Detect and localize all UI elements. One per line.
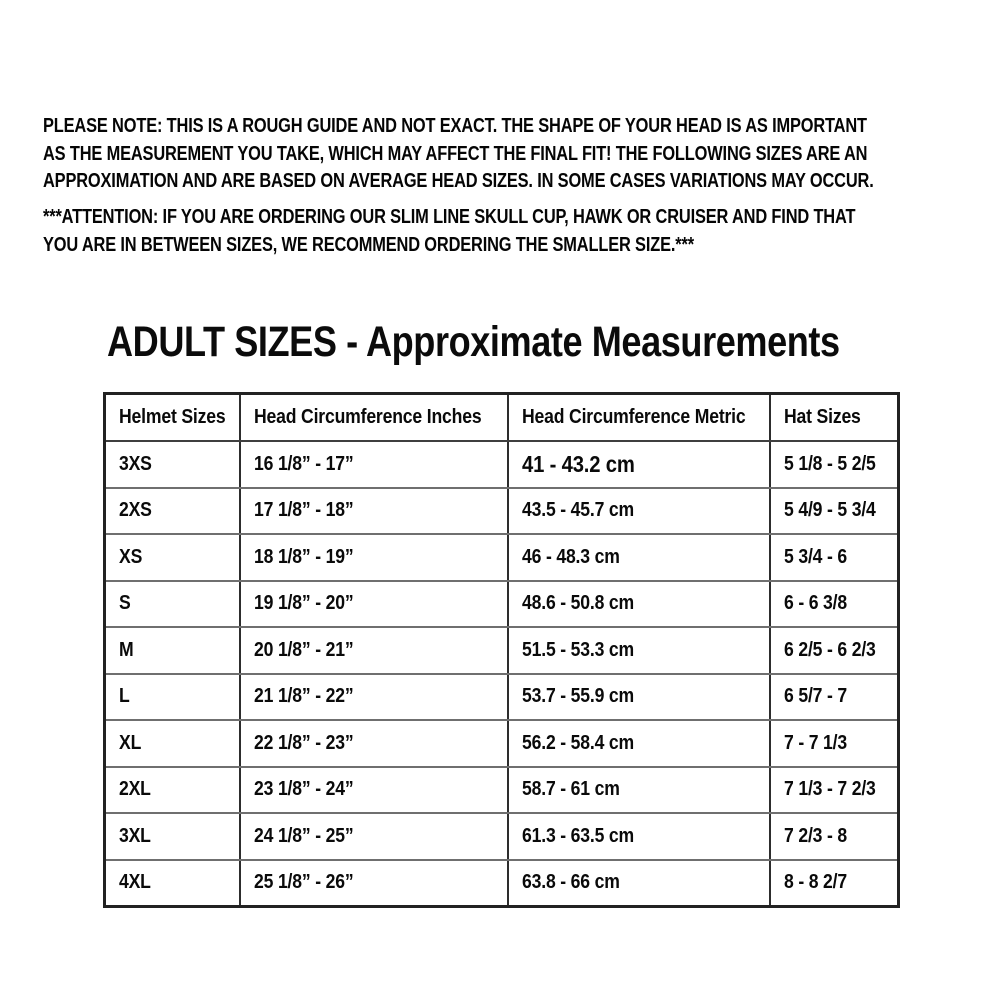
helmet-size-cell: XL xyxy=(105,720,240,767)
attention-line-2: YOU ARE IN BETWEEN SIZES, WE RECOMMEND ORDERING THE SMALLER SIZE.*** xyxy=(43,232,694,256)
header-circumference-metric: Head Circumference Metric xyxy=(508,394,770,442)
inches-cell: 24 1/8” - 25” xyxy=(240,813,508,860)
metric-cell: 51.5 - 53.3 cm xyxy=(508,627,770,674)
hat-size-cell: 7 1/3 - 7 2/3 xyxy=(770,767,899,814)
metric-cell: 53.7 - 55.9 cm xyxy=(508,674,770,721)
helmet-size-cell: 2XL xyxy=(105,767,240,814)
hat-size-cell: 7 - 7 1/3 xyxy=(770,720,899,767)
attention-line-1: ***ATTENTION: IF YOU ARE ORDERING OUR SLIM LINE SKULL CUP, HAWK OR CRUISER AND FIND THAT xyxy=(43,205,856,228)
table-row xyxy=(105,674,899,721)
helmet-size-cell: 3XS xyxy=(105,441,240,488)
hat-size-cell: 7 2/3 - 8 xyxy=(770,813,899,860)
please-note-paragraph xyxy=(43,112,1000,195)
hat-size-cell: 5 3/4 - 6 xyxy=(770,534,899,581)
inches-cell: 18 1/8” - 19” xyxy=(240,534,508,581)
metric-cell: 58.7 - 61 cm xyxy=(508,767,770,814)
metric-cell: 48.6 - 50.8 cm xyxy=(508,581,770,628)
table-row xyxy=(105,488,899,535)
note-line-3: APPROXIMATION AND ARE BASED ON AVERAGE HEAD SIZES. IN SOME CASES VARIATIONS MAY OCCUR. xyxy=(43,169,874,192)
table-row xyxy=(105,627,899,674)
metric-cell: 46 - 48.3 cm xyxy=(508,534,770,581)
helmet-size-cell: L xyxy=(105,674,240,721)
table-row xyxy=(105,534,899,581)
inches-cell: 16 1/8” - 17” xyxy=(240,441,508,488)
helmet-size-cell: 2XS xyxy=(105,488,240,535)
table-row xyxy=(105,813,899,860)
inches-cell: 25 1/8” - 26” xyxy=(240,860,508,907)
hat-size-cell: 6 5/7 - 7 xyxy=(770,674,899,721)
table-row xyxy=(105,767,899,814)
note-line-1: PLEASE NOTE: THIS IS A ROUGH GUIDE AND NOT EXACT. THE SHAPE OF YOUR HEAD IS AS IMPORTANT xyxy=(43,114,867,137)
helmet-size-cell: S xyxy=(105,581,240,628)
table-row xyxy=(105,720,899,767)
note-line-2: AS THE MEASUREMENT YOU TAKE, WHICH MAY AFFECT THE FINAL FIT! THE FOLLOWING SIZES ARE AN xyxy=(43,141,868,165)
inches-cell: 20 1/8” - 21” xyxy=(240,627,508,674)
hat-size-cell: 8 - 8 2/7 xyxy=(770,860,899,907)
header-circumference-inches: Head Circumference Inches xyxy=(240,394,508,442)
hat-size-cell: 5 1/8 - 5 2/5 xyxy=(770,441,899,488)
hat-size-cell: 5 4/9 - 5 3/4 xyxy=(770,488,899,535)
helmet-size-cell: XS xyxy=(105,534,240,581)
inches-cell: 19 1/8” - 20” xyxy=(240,581,508,628)
metric-cell: 41 - 43.2 cm xyxy=(508,441,770,488)
header-hat-sizes: Hat Sizes xyxy=(770,394,899,442)
metric-cell: 56.2 - 58.4 cm xyxy=(508,720,770,767)
hat-size-cell: 6 2/5 - 6 2/3 xyxy=(770,627,899,674)
helmet-size-cell: 4XL xyxy=(105,860,240,907)
attention-paragraph xyxy=(43,203,1000,258)
table-row xyxy=(105,441,899,488)
inches-cell: 23 1/8” - 24” xyxy=(240,767,508,814)
helmet-size-cell: M xyxy=(105,627,240,674)
hat-size-cell: 6 - 6 3/8 xyxy=(770,581,899,628)
table-header-row xyxy=(105,394,899,442)
metric-cell: 43.5 - 45.7 cm xyxy=(508,488,770,535)
inches-cell: 22 1/8” - 23” xyxy=(240,720,508,767)
adult-sizes-table xyxy=(103,392,900,908)
metric-cell: 63.8 - 66 cm xyxy=(508,860,770,907)
inches-cell: 21 1/8” - 22” xyxy=(240,674,508,721)
header-helmet-sizes: Helmet Sizes xyxy=(105,394,240,442)
inches-cell: 17 1/8” - 18” xyxy=(240,488,508,535)
table-row xyxy=(105,581,899,628)
page-title: ADULT SIZES - Approximate Measurements xyxy=(107,318,840,366)
table-row xyxy=(105,860,899,907)
metric-cell: 61.3 - 63.5 cm xyxy=(508,813,770,860)
helmet-size-cell: 3XL xyxy=(105,813,240,860)
